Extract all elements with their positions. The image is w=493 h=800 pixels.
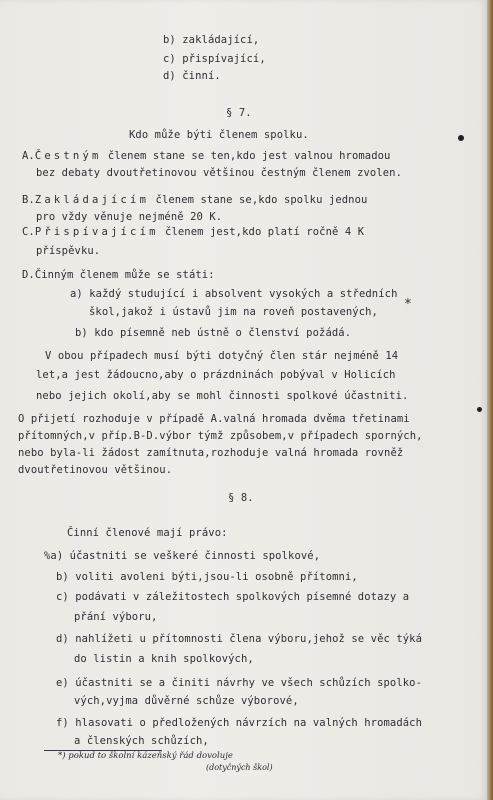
clause-b-label: B.	[22, 194, 35, 206]
clause-d-item-a-cont: škol,jakož i ústavů jim na roveň postavených,	[89, 306, 378, 318]
age-text-line-2: let,a jest žádoucno,aby o prázdninách pobýval v Holicích	[36, 369, 396, 381]
right-item-e-cont: vých,vyjma důvěrné schůze výborové,	[74, 695, 299, 707]
clause-a-label: A.	[22, 150, 35, 162]
clause-d-intro: D.Činným členem může se státi:	[22, 269, 215, 281]
clause-b-term: Zakládajícím	[34, 194, 150, 206]
age-text-line-3: nebo jejich okolí,aby se mohl činnosti spolkové účastniti.	[36, 390, 409, 402]
clause-b-line-2: pro vždy věnuje nejméně 20 K.	[36, 211, 223, 223]
clause-c-text: členem jest,kdo platí ročně 4 K	[158, 226, 365, 238]
clause-a-text: členem stane se ten,kdo jest valnou hromadou	[101, 150, 391, 162]
clause-b-line-1	[22, 194, 367, 207]
decision-text-line-2: přítomných,v příp.B-D.výbor týmž způsobem,v případech sporných,	[18, 430, 423, 442]
member-type-d: d) činní.	[163, 70, 221, 82]
section-7-intro: Kdo může býti členem spolku.	[129, 129, 309, 141]
punch-hole-dot	[458, 135, 464, 141]
footnote-handwritten: *) pokud to školní kázeňský řád dovoluje	[58, 751, 233, 761]
clause-b-text: členem stane se,kdo spolku jednou	[149, 194, 368, 206]
right-item-c: c) podávati v záležitostech spolkových písemné dotazy a	[56, 591, 410, 603]
decision-text-line-4: dvoutřetinovou většinou.	[18, 464, 173, 476]
right-item-b: b) voliti avoleni býti,jsou-li osobně přítomni,	[56, 571, 358, 583]
clause-c-term: Přispívajícím	[34, 226, 159, 238]
footnote-handwritten-sub: (dotyčných škol)	[206, 763, 273, 772]
decision-text-line-3: nebo byla-li žádost zamítnuta,rozhoduje valná hromada rovněž	[18, 447, 404, 459]
right-item-f-cont: a členských schůzích,	[74, 735, 209, 747]
right-item-c-cont: přání výboru,	[74, 611, 158, 623]
member-type-c: c) přispívající,	[163, 53, 266, 65]
section-8-intro: Činní členové mají právo:	[67, 527, 228, 539]
clause-a-line-1	[22, 150, 390, 163]
right-item-e: e) účastniti se a činiti návrhy ve všech schůzích spolko-	[56, 677, 423, 689]
clause-c-line-2: příspěvku.	[36, 245, 101, 257]
page-edge	[487, 0, 493, 800]
clause-a-term: Čestným	[34, 150, 102, 162]
member-type-b: b) zakládající,	[163, 34, 260, 46]
section-7-heading: § 7.	[226, 107, 252, 119]
clause-c-label: C.	[22, 226, 35, 238]
clause-d-item-a: a) každý studující i absolvent vysokých a středních	[70, 288, 398, 300]
right-item-a: %a) účastniti se veškeré činnosti spolkové,	[44, 550, 321, 562]
right-item-f: f) hlasovati o předložených návrzích na valných hromadách	[56, 717, 423, 729]
clause-d-item-b: b) kdo písemně neb ústně o členství požádá.	[75, 327, 352, 339]
clause-a-line-2: bez debaty dvoutřetinovou většinou čestným členem zvolen.	[36, 167, 403, 179]
footnote-marker: *	[404, 297, 412, 312]
right-item-d: d) nahlížeti u přítomnosti člena výboru,jehož se věc týká	[56, 633, 423, 645]
right-item-d-cont: do listin a knih spolkových,	[74, 653, 254, 665]
clause-c-line-1	[22, 226, 364, 239]
edge-mark	[477, 407, 482, 412]
age-text-line-1: V obou případech musí býti dotyčný člen stár nejméně 14	[45, 350, 399, 362]
section-8-heading: § 8.	[228, 492, 254, 504]
decision-text-line-1: O přijetí rozhoduje v případě A.valná hromada dvěma třetinami	[18, 413, 410, 425]
